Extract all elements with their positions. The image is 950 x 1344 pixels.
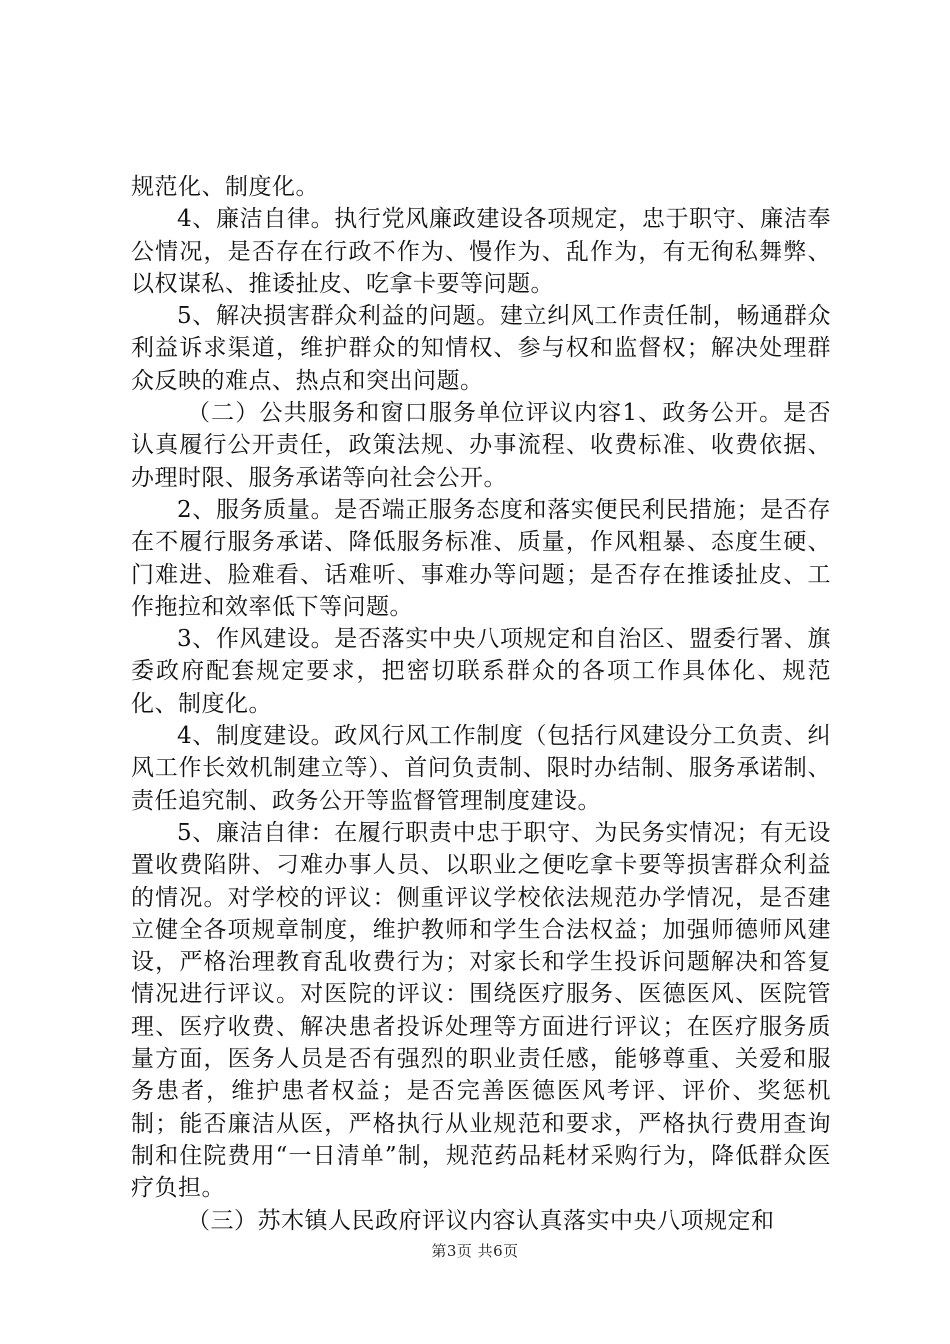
paragraph-public-interest: 5、解决损害群众利益的问题。建立纠风工作责任制，畅通群众利益诉求渠道，维护群众的知情权、参与权和监督权；解决处理群众反映的难点、热点和突出问题。 [131,303,831,394]
paragraph-work-style: 3、作风建设。是否落实中央八项规定和自治区、盟委行署、旗委政府配套规定要求，把密切联系群众的各项工作具体化、规范化、制度化。 [131,626,831,717]
page-footer: 第3页 共6页 [431,1242,519,1260]
paragraph-service-quality: 2、服务质量。是否端正服务态度和落实便民利民措施；是否存在不履行服务承诺、降低服务标准、质量，作风粗暴、态度生硬、门难进、脸难看、话难听、事难办等问题；是否存在推诿扯皮、工作拖拉和效率低下等问题。 [131,496,831,620]
document-body [131,171,831,1237]
paragraph-system-building: 4、制度建设。政风行风工作制度（包括行风建设分工负责、纠风工作长效机制建立等）、首问负责制、限时办结制、服务承诺制、责任追究制、政务公开等监督管理制度建设。 [131,723,831,814]
paragraph-clean-self-discipline: 4、廉洁自律。执行党风廉政建设各项规定，忠于职守、廉洁奉公情况，是否存在行政不作为、慢作为、乱作为，有无徇私舞弊、以权谋私、推诿扯皮、吃拿卡要等问题。 [131,206,831,297]
paragraph-section-two-heading: （二）公共服务和窗口服务单位评议内容1、政务公开。是否认真履行公开责任，政策法规、办事流程、收费标准、收费依据、办理时限、服务承诺等向社会公开。 [131,400,831,491]
paragraph-integrity-schools-hospitals: 5、廉洁自律：在履行职责中忠于职守、为民务实情况；有无设置收费陷阱、刁难办事人员、以职业之便吃拿卡要等损害群众利益的情况。对学校的评议：侧重评议学校依法规范办学情况，是否建立健全各项规章制度，维护教师和学生合法权益；加强师德师风建设，严格治理教育乱收费行为；对家长和学生投诉问题解决和答复情况进行评议。对医院的评议：围绕医疗服务、医德医风、医院管理、医疗收费、解决患者投诉处理等方面进行评议；在医疗服务质量方面，医务人员是否有强烈的职业责任感，能够尊重、关爱和服务患者，维护患者权益；是否完善医德医风考评、评价、奖惩机制；能否廉洁从医，严格执行从业规范和要求，严格执行费用查询制和住院费用“一日清单”制，规范药品耗材采购行为，降低群众医疗负担。 [131,819,831,1202]
paragraph-continuation: 规范化、制度化。 [131,174,319,200]
paragraph-section-three-heading: （三）苏木镇人民政府评议内容认真落实中央八项规定和 [187,1207,775,1234]
